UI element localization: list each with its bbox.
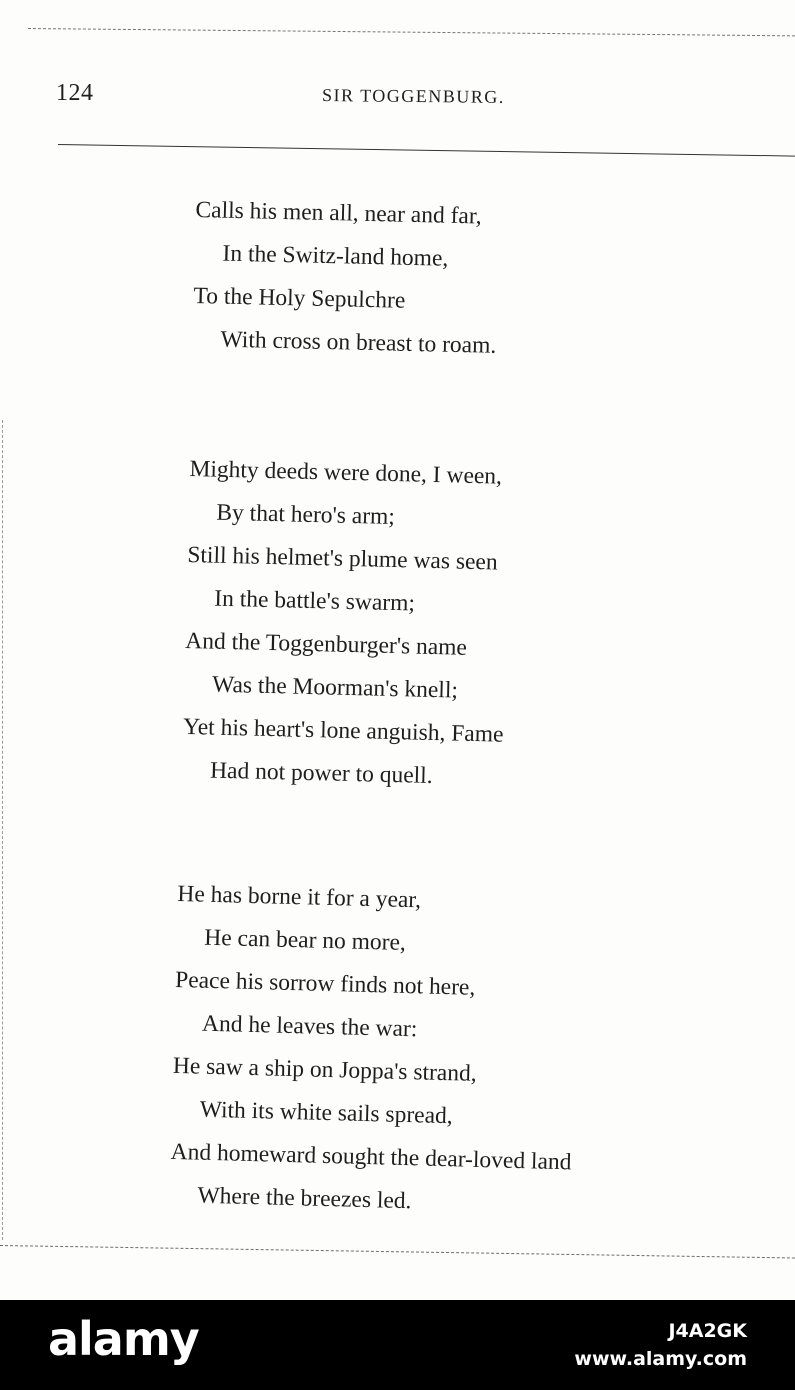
bottom-rule xyxy=(0,1245,795,1258)
poem-line: He saw a ship on Joppa's strand, xyxy=(172,1052,478,1087)
poem-line: And homeward sought the dear-loved land xyxy=(170,1138,572,1176)
top-rule xyxy=(28,28,795,36)
alamy-logo: alamy xyxy=(48,1312,199,1366)
poem-line: He has borne it for a year, xyxy=(177,880,422,914)
stanza-1 xyxy=(192,189,500,368)
page-number: 124 xyxy=(56,80,94,106)
poem-line: Calls his men all, near and far, xyxy=(195,196,482,230)
image-id: J4A2GK xyxy=(668,1320,747,1342)
poem-line: With its white sails spread, xyxy=(199,1096,454,1130)
poem-line: He can bear no more, xyxy=(203,924,407,956)
poem-line: With cross on breast to roam. xyxy=(220,326,497,359)
poem-line: And he leaves the war: xyxy=(201,1010,418,1043)
stanza-2 xyxy=(182,448,511,800)
poem-line: To the Holy Sepulchre xyxy=(193,282,406,314)
running-title: SIR TOGGENBURG. xyxy=(321,85,505,107)
poem-line: Peace his sorrow finds not here, xyxy=(174,966,476,1001)
poem-line: In the battle's swarm; xyxy=(214,585,416,617)
header-rule xyxy=(58,144,795,157)
poem-line: Still his helmet's plume was seen xyxy=(187,541,498,576)
poem-line: By that hero's arm; xyxy=(216,499,396,531)
poem-line: And the Toggenburger's name xyxy=(184,627,468,661)
poem-line: Yet his heart's lone anguish, Fame xyxy=(182,713,504,748)
page-edge xyxy=(2,420,3,1240)
poem-line: In the Switz-land home, xyxy=(222,240,449,272)
poem-line: Where the breezes led. xyxy=(197,1182,412,1215)
stanza-3 xyxy=(169,873,579,1227)
watermark-url: www.alamy.com xyxy=(574,1348,747,1370)
poem-line: Mighty deeds were done, I ween, xyxy=(189,455,503,490)
poem-line: Had not power to quell. xyxy=(209,757,433,790)
poem-line: Was the Moorman's knell; xyxy=(211,671,459,704)
